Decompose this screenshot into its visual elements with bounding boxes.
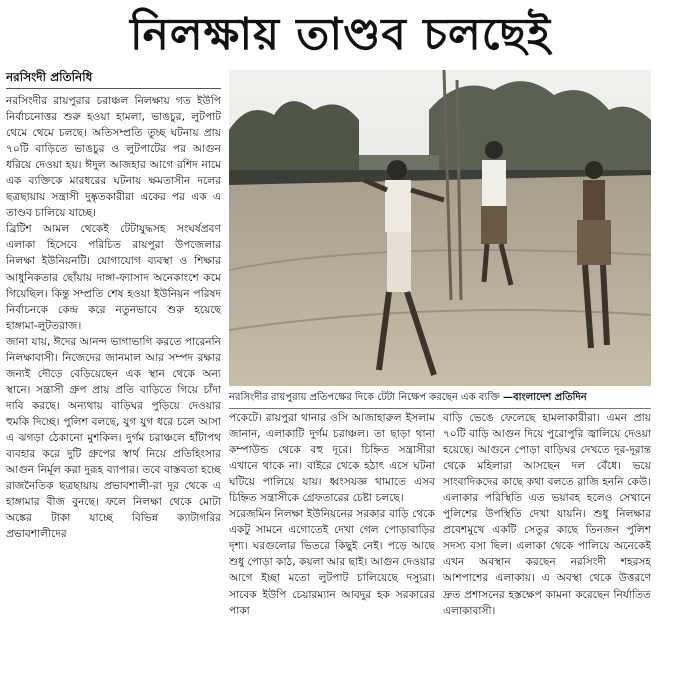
article-column-left: [6, 93, 221, 698]
news-photo: [229, 70, 651, 386]
article-paragraph: বাড়ি ভেঙে ফেলেছে হামলাকারীরা। এমন প্রায় ৭০টি বাড়ি আগুন দিয়ে পুরোপুরি জ্বালিয়ে দেওয়া হয়েছে। আগুনে পোড়া বাড়িঘর দেখতে দূর-দূরান্ত থেকে মহিলারা আসছেন দল বেঁধে। ভয়ে সাংবাদিকদের কাছে কথা বলতে রাজি হননি কেউ। এলাকার পরিস্থিতি এত ভয়াবহ হলেও সেখানে পুলিশের উপস্থিতি দেখা যায়নি। শুধু নিলক্ষার প্রবেশমুখে একটি সেতুর কাছে তিনজন পুলিশ সদস্য বসা ছিল। এলাকা থেকে পালিয়ে অনেকেই এখন অবস্থান করছেন নরসিংদী শহরসহ আশপাশের এলাকায়। এ অবস্থা থেকে উত্তরণে দ্রুত প্রশাসনের হস্তক্ষেপ কামনা করেছেন নির্যাতিত এলাকাবাসী।: [443, 412, 651, 617]
article-column-middle: [229, 410, 435, 698]
article-paragraph: পকেটে। রায়পুরা থানার ওসি আজাহারুল ইসলাম জানান, এলাকাটি দুর্গম চরাঞ্চল। তা ছাড়া থানা কম্পাউন্ড থেকে বহু দূরে। চিহ্নিত সন্ত্রাসীরা এখানে থাকে না। বাইরে থেকে হঠাৎ এসে ঘটনা ঘটিয়ে পালিয়ে যায়। ধ্বংসযজ্ঞ থামাতে এসব চিহ্নিত সন্ত্রাসীকে গ্রেফতারের চেষ্টা চলছে।: [229, 412, 435, 505]
byline: নরসিংদী প্রতিনিধি: [6, 66, 221, 89]
article-column-right: [443, 410, 651, 698]
article-paragraph: জানা যায়, ঈদের আনন্দ ভাগাভাগি করতে পারেননি নিলক্ষাবাসী। নিজেদের জানমাল আর সম্পদ রক্ষার জন্যই দৌড়ে বেড়িয়েছেন এক স্থান থেকে অন্য স্থানে। সন্ত্রাসী গ্রুপ প্রায় প্রতি বাড়িতে গিয়ে চাঁদা দাবি করছে। অন্যথায় বাড়িঘর পুড়িয়ে দেওয়ার হুমকি দিচ্ছে। পুলিশ বলছে, যুগ যুগ ধরে চলে আসা এ ঝগড়া ঠেকানো মুশকিল। দুর্গম চরাঞ্চলে হাঁটাপথ ব্যবহার করে দুটি গ্রুপের স্বার্থ নিয়ে প্রতিহিংসার আগুন নির্মূল করা দুরূহ ব্যাপার। তবে বাস্তবতা হচ্ছে রাজনৈতিক ছত্রছায়ায় প্রভাবশালী-রা দূর থেকে এ হাঙ্গামার বীজ বুনছে। ফলে নিলক্ষা থেকে মোটা অঙ্কের টাকা যাচ্ছে বিভিন্ন ক্যাটাগরির প্রভাবশালীদের: [6, 335, 221, 541]
article-paragraph: নরসিংদীর রায়পুরার চরাঞ্চল নিলক্ষায় গত ইউপি নির্বাচনোত্তর শুরু হওয়া হামলা, ভাঙচুর, লুটপাট থেমে থেমে চলছে। অতিসম্প্রতি তুচ্ছ ঘটনায় প্রায় ৭০টি বাড়িতে ভাঙচুর ও লুটপাটের পর আগুন ধরিয়ে দেওয়া হয়। ঈদুল আজহার আগে রশিদ নামে এক ব্যক্তিকে মারধরের ঘটনায় ক্ষমতাসীন দলের ছত্রছায়ায় সন্ত্রাসী দুষ্কৃতকারীরা একের পর এক এ তাণ্ডব চালিয়ে যাচ্ছে।: [6, 95, 221, 220]
article-paragraph: সরেজমিন নিলক্ষা ইউনিয়নের সরকার বাড়ি থেকে একটু সামনে এগোতেই দেখা গেল পোড়াবাড়ির দৃশ্য। ঘরগুলোর ভিতরে কিছুই নেই। পড়ে আছে শুধু পোড়া কাঠ, কয়লা আর ছাই। আগুন দেওয়ার আগে ইচ্ছা মতো লুটপাট চালিয়েছে দস্যুরা। সাবেক ইউপি চেয়ারম্যান আবদুর হক সরকারের পাকা: [229, 508, 435, 617]
photo-caption: [229, 388, 651, 409]
headline: নিলক্ষায় তাণ্ডব চলছেই: [130, 9, 551, 60]
article-paragraph: ব্রিটিশ আমল থেকেই টেটাযুদ্ধসহ সংঘর্ষপ্রবণ এলাকা হিসেবে পরিচিত রায়পুরা উপজেলার নিলক্ষা ইউনিয়নটি। যোগাযোগ ব্যবস্থা ও শিক্ষার আধুনিকতার ছোঁয়ায় দাঙ্গা-ফ্যাসাদ অনেকাংশে কমে গিয়েছিল। কিন্তু সম্প্রতি শেষ হওয়া ইউনিয়ন পরিষদ নির্বাচনকে কেন্দ্র করে নতুনভাবে শুরু হয়েছে হাঙ্গামা-লুটতরাজ।: [6, 223, 221, 332]
caption-text: নরসিংদীর রায়পুরায় প্রতিপক্ষের দিকে টেটা নিক্ষেপ করছেন এক ব্যক্তি: [229, 392, 500, 403]
photo-credit: —বাংলাদেশ প্রতিদিন: [503, 392, 587, 403]
